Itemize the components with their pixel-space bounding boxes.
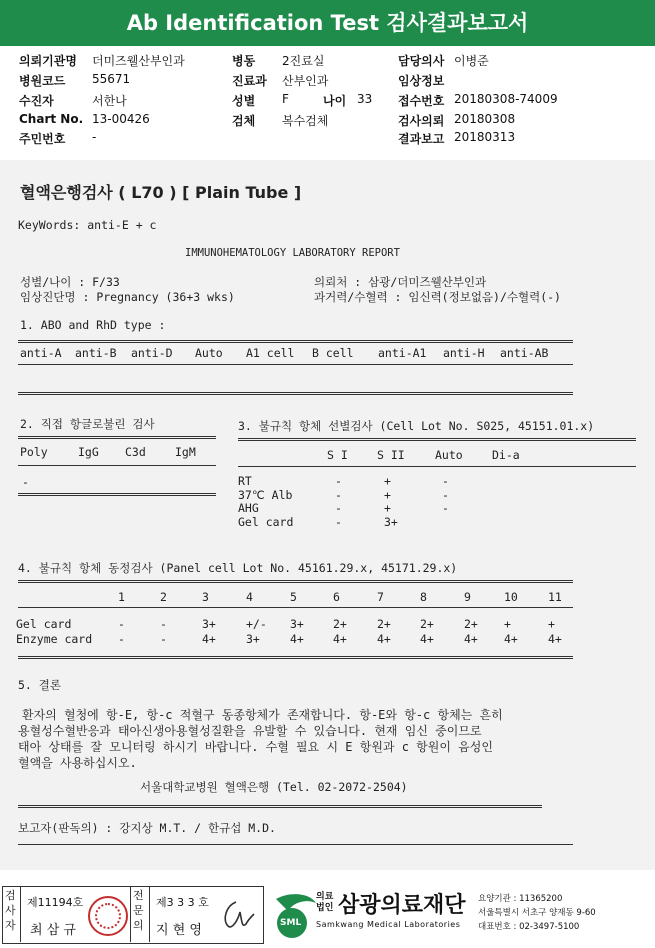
panel-cell: 4+: [333, 632, 347, 646]
abo-header: B cell: [312, 346, 354, 360]
abo-header: anti-AB: [500, 346, 549, 360]
panel-column-header: 6: [333, 590, 340, 604]
panel-cell: 3+: [246, 632, 260, 646]
id-no-label: 주민번호: [19, 132, 66, 146]
hospital-code-label: 병원코드: [19, 74, 66, 88]
abo-header: anti-A: [20, 346, 62, 360]
screen-cell: +: [384, 501, 391, 515]
panel-row-label: Gel card: [16, 617, 72, 631]
tester-seal-icon: [88, 896, 128, 936]
dat-value: -: [22, 475, 29, 489]
sex-age: 성별/나이 : F/33: [20, 275, 120, 289]
panel-column-header: 10: [504, 590, 518, 604]
panel-cell: +: [504, 617, 511, 631]
rule: [18, 392, 573, 395]
screen-cell: -: [335, 474, 342, 488]
id-no-value: -: [92, 130, 97, 144]
tester-license: 제11194호: [27, 896, 84, 909]
panel-cell: 4+: [464, 632, 478, 646]
org-prefix: 법인: [316, 903, 334, 913]
sex-label: 성별: [232, 94, 256, 108]
screen-cell: +: [384, 474, 391, 488]
requested-label: 검사의뢰: [398, 114, 445, 128]
panel-cell: 3+: [202, 617, 216, 631]
address: 서울특별시 서초구 양재동 9-60: [478, 908, 596, 918]
abo-header: Auto: [195, 346, 223, 360]
conclusion-line: 용혈성수혈반응과 태아신생아용혈성질환을 유발할 수 있습니다. 현재 임신 중이므로: [18, 724, 482, 738]
signature-icon: [218, 898, 256, 932]
rule: [238, 438, 636, 441]
doctor-value: 이병준: [454, 54, 489, 68]
age-label: 나이: [323, 94, 347, 108]
institution-label: 의뢰기관명: [19, 54, 77, 68]
panel-cell: 4+: [377, 632, 391, 646]
panel-cell: -: [118, 617, 125, 631]
transfusion-history: 과거력/수혈력 : 임신력(정보없음)/수혈력(-): [314, 290, 561, 304]
dept-label: 진료과: [232, 74, 267, 88]
screen-header: S I: [327, 448, 348, 462]
panel-cell: +/-: [246, 617, 267, 631]
tester-label: 검사자: [5, 889, 16, 932]
panel-cell: 4+: [504, 632, 518, 646]
institution-value: 더미즈웰산부인과: [92, 54, 185, 68]
dat-header: IgG: [78, 445, 99, 459]
receipt-value: 20180308-74009: [454, 92, 558, 106]
rule: [18, 580, 573, 583]
dept-value: 산부인과: [282, 74, 329, 88]
screen-cell: -: [442, 501, 449, 515]
panel-column-header: 1: [118, 590, 125, 604]
section-conclusion-title: 5. 결론: [18, 678, 61, 692]
panel-cell: 4+: [548, 632, 562, 646]
screen-header: S II: [377, 448, 405, 462]
panel-cell: -: [160, 617, 167, 631]
screen-row-label: RT: [238, 474, 252, 488]
section-screen-title: 3. 불규칙 항체 선별검사 (Cell Lot No. S025, 45151.01.x): [238, 419, 595, 433]
clinical-label: 임상정보: [398, 74, 445, 88]
org-name: 삼광의료재단: [338, 893, 466, 918]
rule: [18, 493, 216, 496]
abo-header: anti-D: [131, 346, 173, 360]
rule: [18, 805, 542, 808]
lab-contact: 서울대학교병원 혈액은행 (Tel. 02-2072-2504): [140, 780, 408, 794]
footer: [0, 884, 655, 946]
dat-header: IgM: [175, 445, 196, 459]
rule: [18, 465, 216, 466]
panel-column-header: 4: [246, 590, 253, 604]
screen-header: Di-a: [492, 448, 520, 462]
diagnosis: 임상진단명 : Pregnancy (36+3 wks): [20, 290, 235, 304]
screen-cell: -: [442, 487, 449, 502]
panel-cell: +: [548, 617, 555, 631]
report-banner: Ab Identification Test 검사결과보고서: [0, 0, 655, 46]
panel-column-header: 2: [160, 590, 167, 604]
panel-cell: 4+: [202, 632, 216, 646]
conclusion-line: 태아 상태를 잘 모니터링 하시기 바랍니다. 수혈 필요 시 E 항원과 c 항원이 음성인: [18, 740, 493, 754]
screen-cell: -: [335, 487, 342, 502]
reg-number: 요양기관 : 11365200: [478, 894, 563, 904]
panel-column-header: 3: [202, 590, 209, 604]
ward-label: 병동: [232, 54, 256, 68]
screen-cell: -: [335, 514, 342, 529]
sex-value: F: [282, 92, 289, 106]
hospital-code-value: 55671: [92, 72, 131, 86]
panel-column-header: 11: [548, 590, 562, 604]
panel-cell: 2+: [333, 617, 347, 631]
screen-cell: +: [384, 487, 391, 502]
requested-value: 20180308: [454, 112, 516, 126]
screen-cell: -: [442, 474, 449, 488]
abo-header: anti-H: [443, 346, 485, 360]
chart-no-label: Chart No.: [19, 112, 84, 126]
age-value: 33: [357, 92, 373, 106]
section-dat-title: 2. 직접 항글로불린 검사: [20, 417, 155, 431]
abo-header: anti-A1: [378, 346, 427, 360]
specimen-value: 복수검체: [282, 114, 329, 128]
screen-row-label: AHG: [238, 501, 259, 515]
abo-header: A1 cell: [246, 346, 295, 360]
requester: 의뢰처 : 삼광/더미즈웰산부인과: [314, 275, 487, 289]
panel-column-header: 5: [290, 590, 297, 604]
rule: [18, 364, 573, 365]
patient-info-header: [0, 46, 655, 156]
screen-header: Auto: [435, 448, 463, 462]
keywords: KeyWords: anti-E + c: [18, 218, 157, 232]
patient-value: 서한나: [92, 94, 127, 108]
scanned-report: [0, 160, 655, 870]
screen-row-label: Gel card: [238, 514, 294, 529]
rule: [18, 656, 573, 659]
reported-label: 결과보고: [398, 132, 445, 146]
panel-cell: 2+: [377, 617, 391, 631]
specialist-name: 지 현 영: [156, 923, 202, 938]
doctor-label: 담당의사: [398, 54, 445, 68]
sml-logo-icon: [268, 889, 320, 939]
dat-header: C3d: [125, 445, 146, 459]
panel-column-header: 9: [464, 590, 471, 604]
tester-name: 최 삼 규: [30, 923, 76, 938]
rule: [18, 340, 573, 343]
report-title: 혈액은행검사 ( L70 ) [ Plain Tube ]: [20, 183, 302, 202]
dat-header: Poly: [20, 445, 48, 459]
screen-cell: 3+: [384, 514, 398, 529]
receipt-label: 접수번호: [398, 94, 445, 108]
phone: 대표번호 : 02-3497-5100: [478, 922, 580, 932]
conclusion-line: 환자의 혈청에 항-E, 항-c 적혈구 동종항체가 존재합니다. 항-E와 항-c 항체는 흔히: [22, 708, 503, 722]
panel-cell: -: [160, 632, 167, 646]
panel-row-label: Enzyme card: [16, 632, 93, 646]
reporter: 보고자(판독의) : 강지상 M.T. / 한규섭 M.D.: [18, 821, 276, 835]
specialist-license: 제3 3 3 호: [156, 896, 209, 909]
panel-cell: -: [118, 632, 125, 646]
reported-value: 20180313: [454, 130, 516, 144]
specialist-label: 전문의: [133, 889, 144, 932]
rule: [18, 607, 573, 608]
specimen-label: 검체: [232, 114, 256, 128]
chart-no-value: 13-00426: [92, 112, 150, 126]
section-panel-title: 4. 불규칙 항체 동정검사 (Panel cell Lot No. 45161.29.x, 45171.29.x): [18, 561, 458, 575]
rule: [18, 436, 216, 439]
panel-column-header: 8: [420, 590, 427, 604]
section-abo-title: 1. ABO and RhD type :: [20, 318, 166, 332]
rule: [18, 844, 573, 845]
rule: [238, 466, 636, 467]
org-name-en: Samkwang Medical Laboratories: [316, 920, 461, 929]
screen-cell: -: [335, 501, 342, 515]
ward-value: 2진료실: [282, 54, 325, 68]
panel-cell: 4+: [420, 632, 434, 646]
panel-cell: 2+: [420, 617, 434, 631]
panel-cell: 3+: [290, 617, 304, 631]
panel-cell: 2+: [464, 617, 478, 631]
org-prefix: 의료: [316, 892, 334, 902]
sml-logo-text: SML: [280, 918, 302, 928]
patient-label: 수진자: [19, 94, 54, 108]
panel-column-header: 7: [377, 590, 384, 604]
panel-cell: 4+: [290, 632, 304, 646]
conclusion-line: 혈액을 사용하십시오.: [18, 756, 137, 770]
lab-report-title: IMMUNOHEMATOLOGY LABORATORY REPORT: [185, 247, 400, 259]
screen-row-label: 37℃ Alb: [238, 487, 293, 502]
abo-header: anti-B: [75, 346, 117, 360]
